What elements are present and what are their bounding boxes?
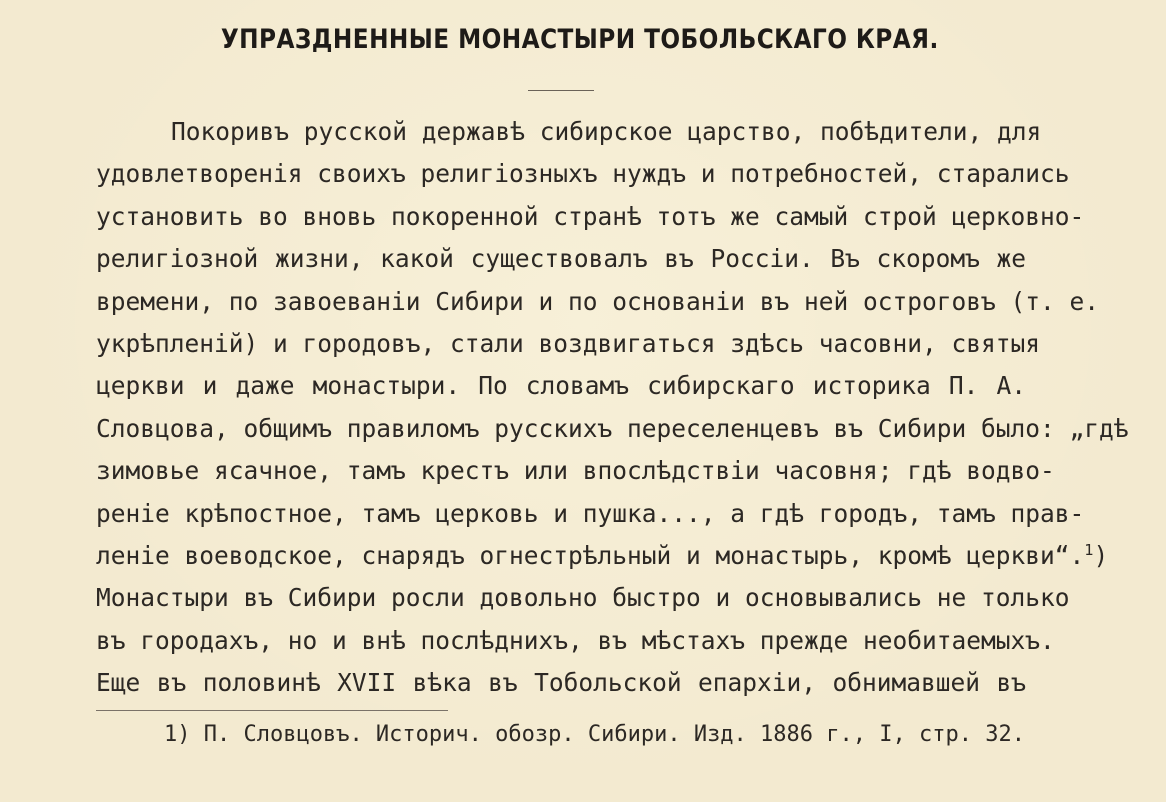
footnote xyxy=(164,722,1025,747)
text-line-with-footnote-ref xyxy=(96,535,1109,577)
text-line: религіозной жизни, какой существовалъ въ Россіи. Въ скоромъ же xyxy=(96,244,1026,274)
text-line: церкви и даже монастыри. По словамъ сибирскаго историка П. А. xyxy=(96,371,1026,401)
footnote-text: П. Словцовъ. Историч. обозр. Сибири. Изд. 1886 г., I, стр. 32. xyxy=(203,722,1025,747)
text-line: зимовье ясачное, тамъ крестъ или впослѣдствіи часовня; гдѣ водво- xyxy=(96,456,1055,486)
page-title: УПРАЗДНЕННЫЕ МОНАСТЫРИ ТОБОЛЬСКАГО КРАЯ. xyxy=(220,24,939,55)
footnote-divider xyxy=(96,710,448,711)
text-line: времени, по завоеваніи Сибири и по основаніи въ ней остроговъ (т. е. xyxy=(96,286,1100,316)
text-line-content: леніе воеводское, снарядъ огнестрѣльный и монастырь, кромѣ церкви“. xyxy=(96,540,1085,570)
body-paragraph xyxy=(96,111,1129,704)
text-line: Еще въ половинѣ XVII вѣка въ Тобольской епархіи, обнимавшей въ xyxy=(96,668,1026,698)
text-line: установить во вновь покоренной странѣ тотъ же самый строй церковно- xyxy=(96,201,1085,231)
text-line: Монастыри въ Сибири росли довольно быстро и основывались не только xyxy=(96,583,1070,613)
text-line: реніе крѣпостное, тамъ церковь и пушка..., а гдѣ городъ, тамъ прав- xyxy=(96,498,1085,528)
text-line: въ городахъ, но и внѣ послѣднихъ, въ мѣстахъ прежде необитаемыхъ. xyxy=(96,625,1055,655)
footnote-ref-close: ) xyxy=(1093,540,1109,570)
text-line: Словцова, общимъ правиломъ русскихъ переселенцевъ въ Сибири было: „гдѣ xyxy=(96,413,1129,443)
text-line: укрѣпленій) и городовъ, стали воздвигаться здѣсь часовни, святыя xyxy=(96,328,1041,358)
footnote-number: 1) xyxy=(164,722,191,747)
text-line: удовлетворенія своихъ религіозныхъ нуждъ и потребностей, старались xyxy=(96,159,1070,189)
title-divider xyxy=(528,90,594,91)
text-line: Покоривъ русской державѣ сибирское царство, побѣдители, для xyxy=(171,117,1042,146)
footnote-ref-marker: 1 xyxy=(1084,540,1094,559)
